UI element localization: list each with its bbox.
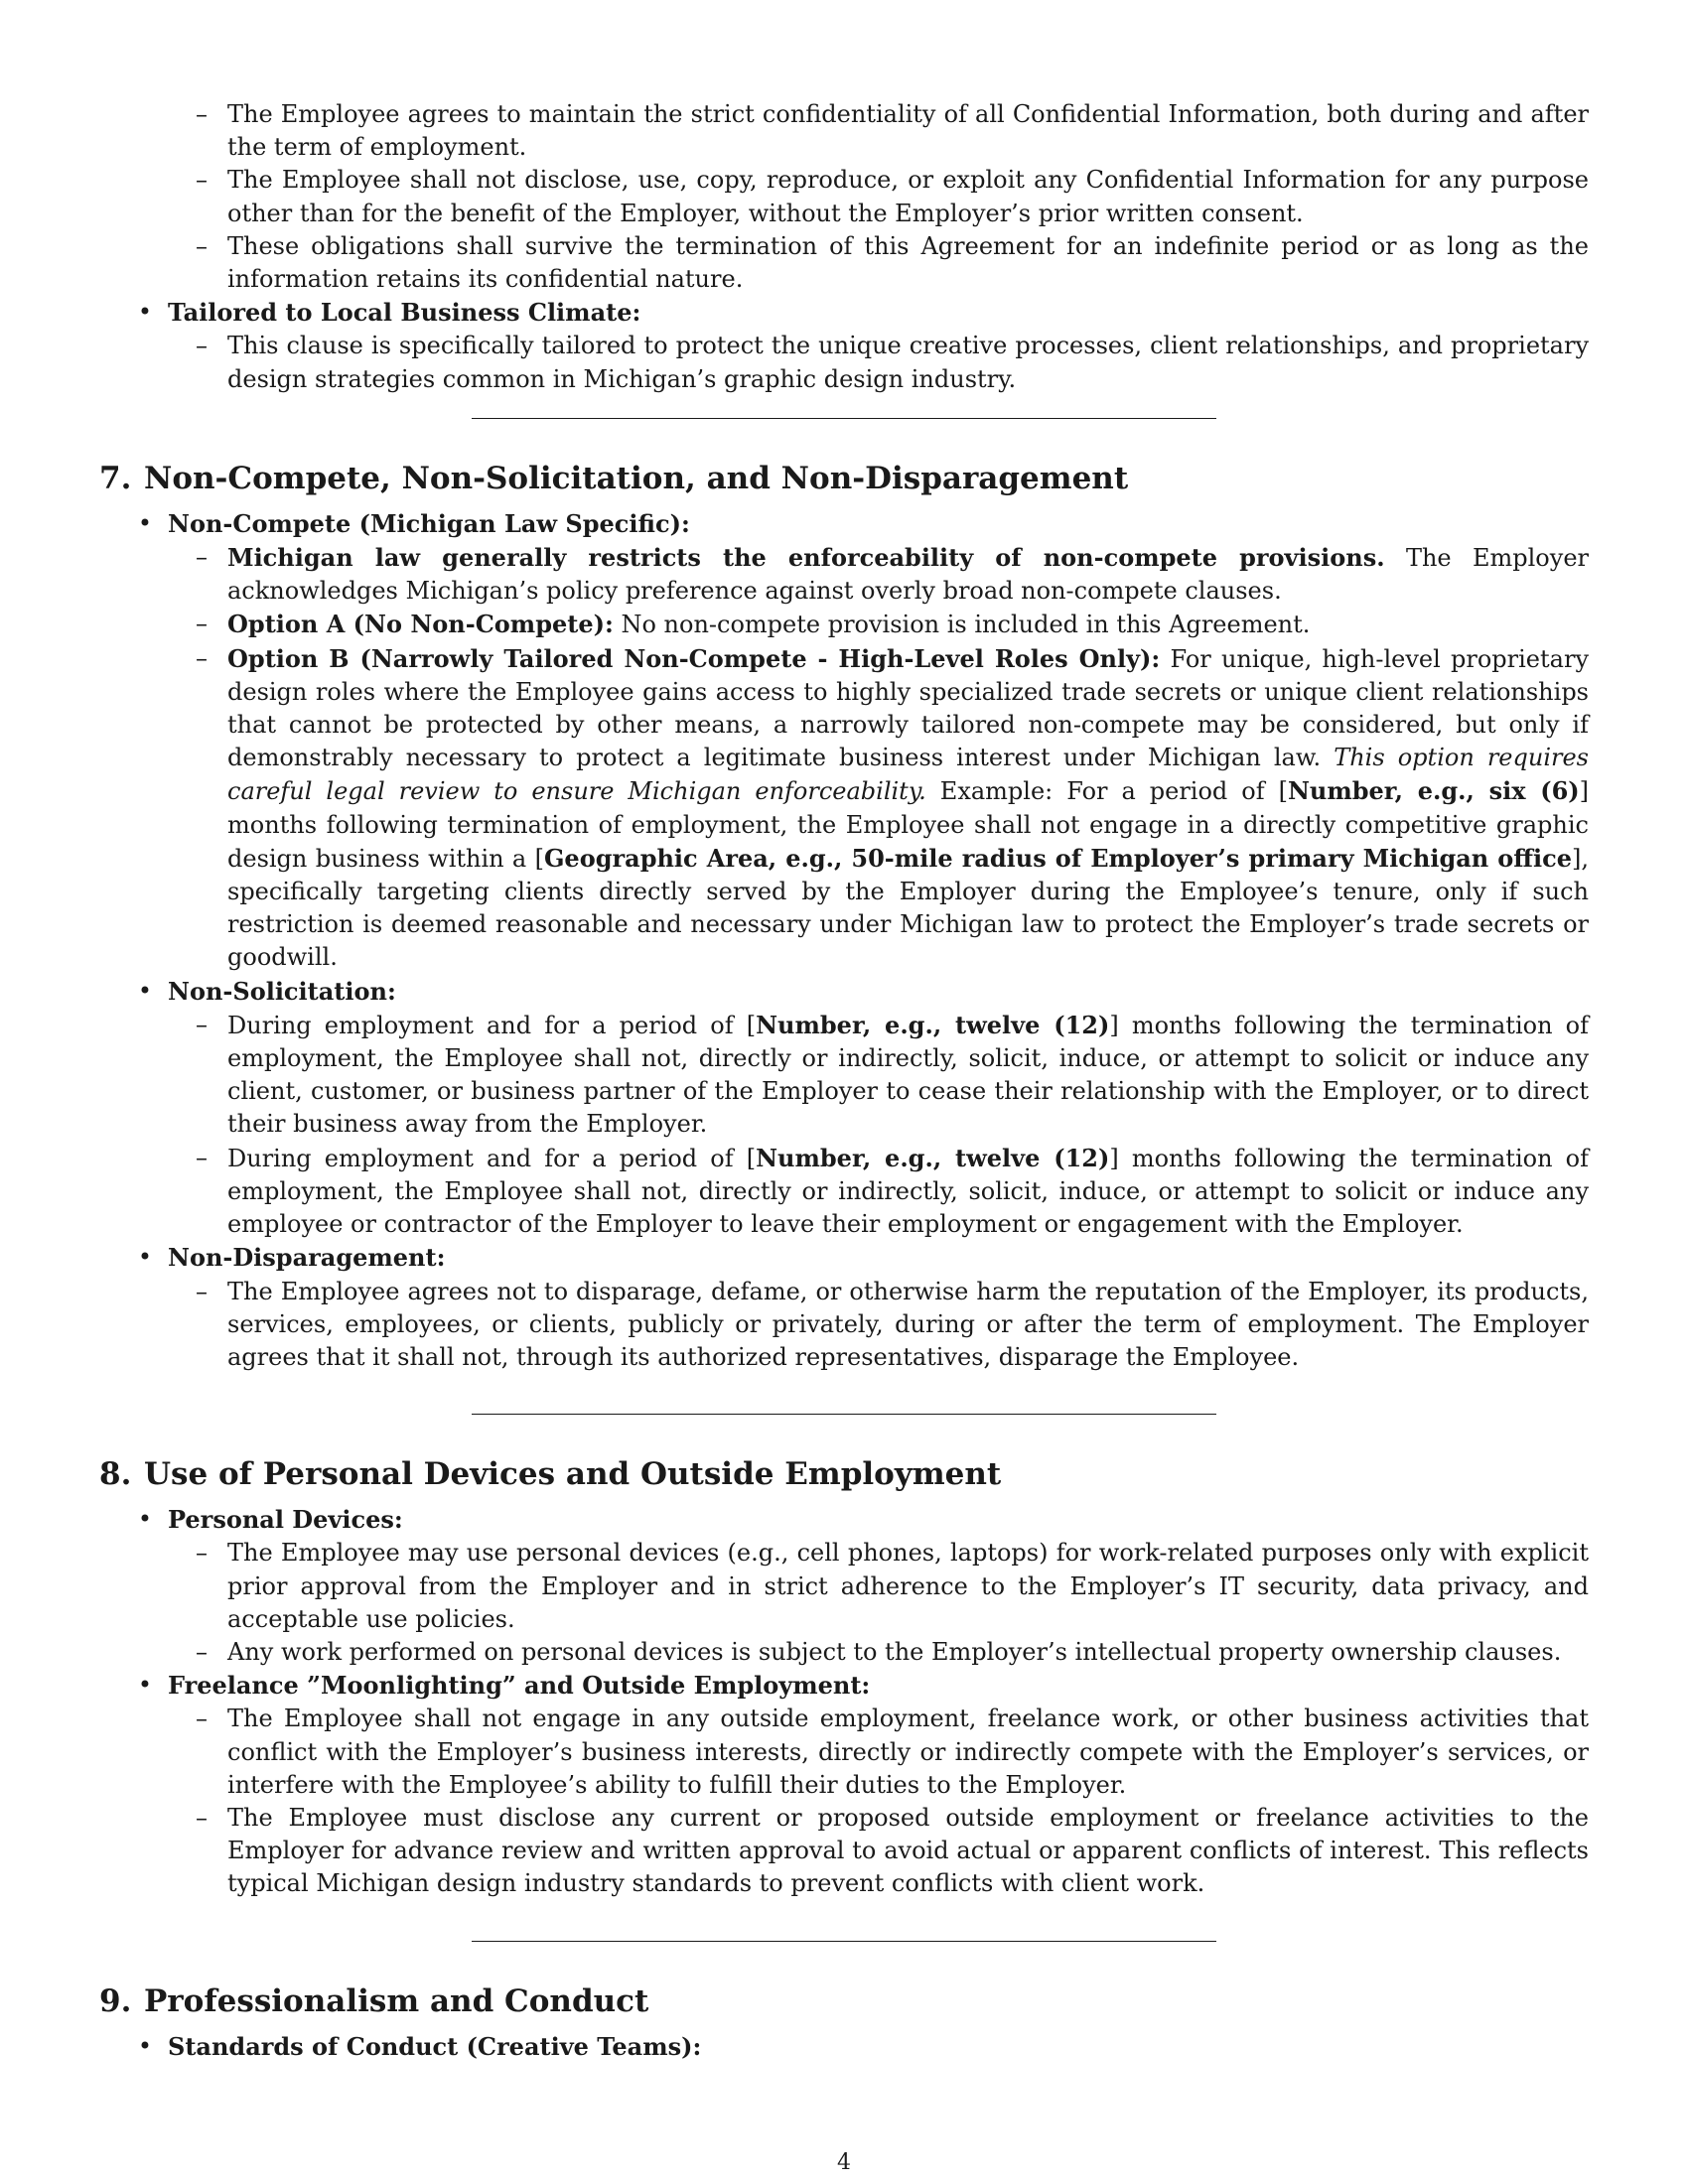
- dash-bullet: –: [196, 1010, 208, 1038]
- dash-bullet: –: [196, 1803, 208, 1832]
- section-8: [99, 1454, 1589, 1900]
- list-item: – During employment and for a period of [Number, e.g., twelve (12)] months following the termination of employment, the Employee shall not, directly or indirectly, solicit, induce, or attempt to solicit or induce any employee or contractor of the Employer to leave their employment or engagement with the Employer.: [196, 1143, 1589, 1239]
- section-7: [99, 459, 1589, 1374]
- subsection-title: Non-Disparagement:: [168, 1243, 446, 1273]
- dash-bullet: –: [196, 610, 208, 638]
- section-9: [99, 1981, 1589, 2064]
- list-item: – These obligations shall survive the termination of this Agreement for an indefinite period or as long as the information retains its confidential nature.: [196, 231, 1589, 294]
- bullet-item: [99, 1241, 1589, 1275]
- list-item: – The Employee shall not engage in any outside employment, freelance work, or other business activities that conflict with the Employer’s business interests, directly or indirectly compete with the Employer’s services, or interfere with the Employee’s ability to fulfill their duties to the Employer.: [196, 1705, 1589, 1799]
- bullet: •: [137, 298, 153, 327]
- bullet: •: [137, 1671, 153, 1700]
- section-divider: [472, 1941, 1216, 1942]
- section-heading: 7. Non-Compete, Non-Solicitation, and Non-Disparagement: [99, 460, 1129, 496]
- list-item: – The Employee may use personal devices (e.g., cell phones, laptops) for work-related purposes only with explicit prior approval from the Employer and in strict adherence to the Employer’s IT security, data privacy, and acceptable use policies.: [196, 1539, 1589, 1633]
- bullet-item: [99, 1503, 1589, 1537]
- bullet: •: [137, 976, 153, 1005]
- dash-bullet: –: [196, 1539, 208, 1568]
- section-6-continued: [99, 98, 1589, 396]
- subsection-title: Standards of Conduct (Creative Teams):: [168, 2031, 702, 2061]
- list-item: – The Employee agrees to maintain the strict confidentiality of all Confidential Information, both during and after the term of employment.: [196, 100, 1589, 162]
- list-item: – The Employee must disclose any current or proposed outside employment or freelance activities to the Employer for advance review and written approval to avoid actual or apparent conflicts of interest. This reflects typical Michigan design industry standards to prevent conflicts with client work.: [196, 1803, 1589, 1898]
- dash-bullet: –: [196, 543, 208, 572]
- dash-bullet: –: [196, 1143, 208, 1171]
- bullet-item: [99, 296, 1589, 330]
- section-heading: 9. Professionalism and Conduct: [99, 1982, 649, 2019]
- subsection-title: Tailored to Local Business Climate:: [168, 298, 641, 328]
- subsection-title: Non-Compete (Michigan Law Specific):: [168, 508, 690, 538]
- bullet-item: [99, 1669, 1589, 1703]
- bullet: •: [137, 2031, 153, 2060]
- bullet-item: [99, 2030, 1589, 2064]
- bullet-item: [99, 975, 1589, 1009]
- page-content: [99, 98, 1589, 2064]
- page-number: 4: [837, 2150, 851, 2175]
- bullet: •: [137, 1243, 153, 1272]
- dash-bullet: –: [196, 166, 208, 195]
- subsection-title: Personal Devices:: [168, 1505, 403, 1535]
- list-item: – Michigan law generally restricts the enforceability of non-compete provisions. The Employer acknowledges Michigan’s policy preference against overly broad non-compete clauses.: [196, 543, 1589, 606]
- dash-bullet: –: [196, 1277, 208, 1305]
- dash-bullet: –: [196, 231, 208, 260]
- list-item: – During employment and for a period of [Number, e.g., twelve (12)] months following the termination of employment, the Employee shall not, directly or indirectly, solicit, induce, or attempt to solicit or induce any client, customer, or business partner of the Employer to cease their relationship with the Employer, or to direct their business away from the Employer.: [196, 1010, 1589, 1139]
- list-item: – Option A (No Non-Compete): No non-compete provision is included in this Agreement.: [99, 608, 1589, 641]
- bullet-item: [99, 507, 1589, 541]
- bullet: •: [137, 1505, 153, 1534]
- dash-bullet: –: [196, 332, 208, 360]
- dash-bullet: –: [196, 1705, 208, 1733]
- list-item: – Any work performed on personal devices is subject to the Employer’s intellectual property ownership clauses.: [99, 1636, 1589, 1669]
- section-divider: [472, 1414, 1216, 1415]
- dash-bullet: –: [196, 100, 208, 128]
- subsection-title: Non-Solicitation:: [168, 976, 396, 1006]
- list-item: – The Employee agrees not to disparage, defame, or otherwise harm the reputation of the Employer, its products, services, employees, or clients, publicly or privately, during or after the term of employment. The Employer agrees that it shall not, through its authorized representatives, disparage the Employee.: [196, 1277, 1589, 1371]
- bullet: •: [137, 508, 153, 537]
- section-heading: 8. Use of Personal Devices and Outside Employment: [99, 1456, 1002, 1493]
- subsection-title: Freelance ”Moonlighting” and Outside Employment:: [168, 1671, 871, 1701]
- list-item: – The Employee shall not disclose, use, copy, reproduce, or exploit any Confidential Information for any purpose other than for the benefit of the Employer, without the Employer’s prior written consent.: [196, 166, 1589, 227]
- dash-bullet: –: [196, 643, 208, 672]
- list-item: – Option B (Narrowly Tailored Non-Compete - High-Level Roles Only): For unique, high-level proprietary design roles where the Employee gains access to highly specialized trade secrets or unique client relationships that cannot be protected by other means, a narrowly tailored non-compete may be considered, but only if demonstrably necessary to protect a legitimate business interest under Michigan law. This option requires careful legal review to ensure Michigan enforceability. Example: For a period of [Number, e.g., six (6)] months following termination of employment, the Employee shall not engage in a directly competitive graphic design business within a [Geographic Area, e.g., 50-mile radius of Employer’s primary Michigan office], specifically targeting clients directly served by the Employer during the Employee’s tenure, only if such restriction is deemed reasonable and necessary under Michigan law to protect the Employer’s trade secrets or goodwill.: [196, 643, 1589, 972]
- section-divider: [472, 418, 1216, 419]
- list-item: – This clause is specifically tailored to protect the unique creative processes, client relationships, and proprietary design strategies common in Michigan’s graphic design industry.: [196, 332, 1589, 393]
- dash-bullet: –: [196, 1637, 208, 1666]
